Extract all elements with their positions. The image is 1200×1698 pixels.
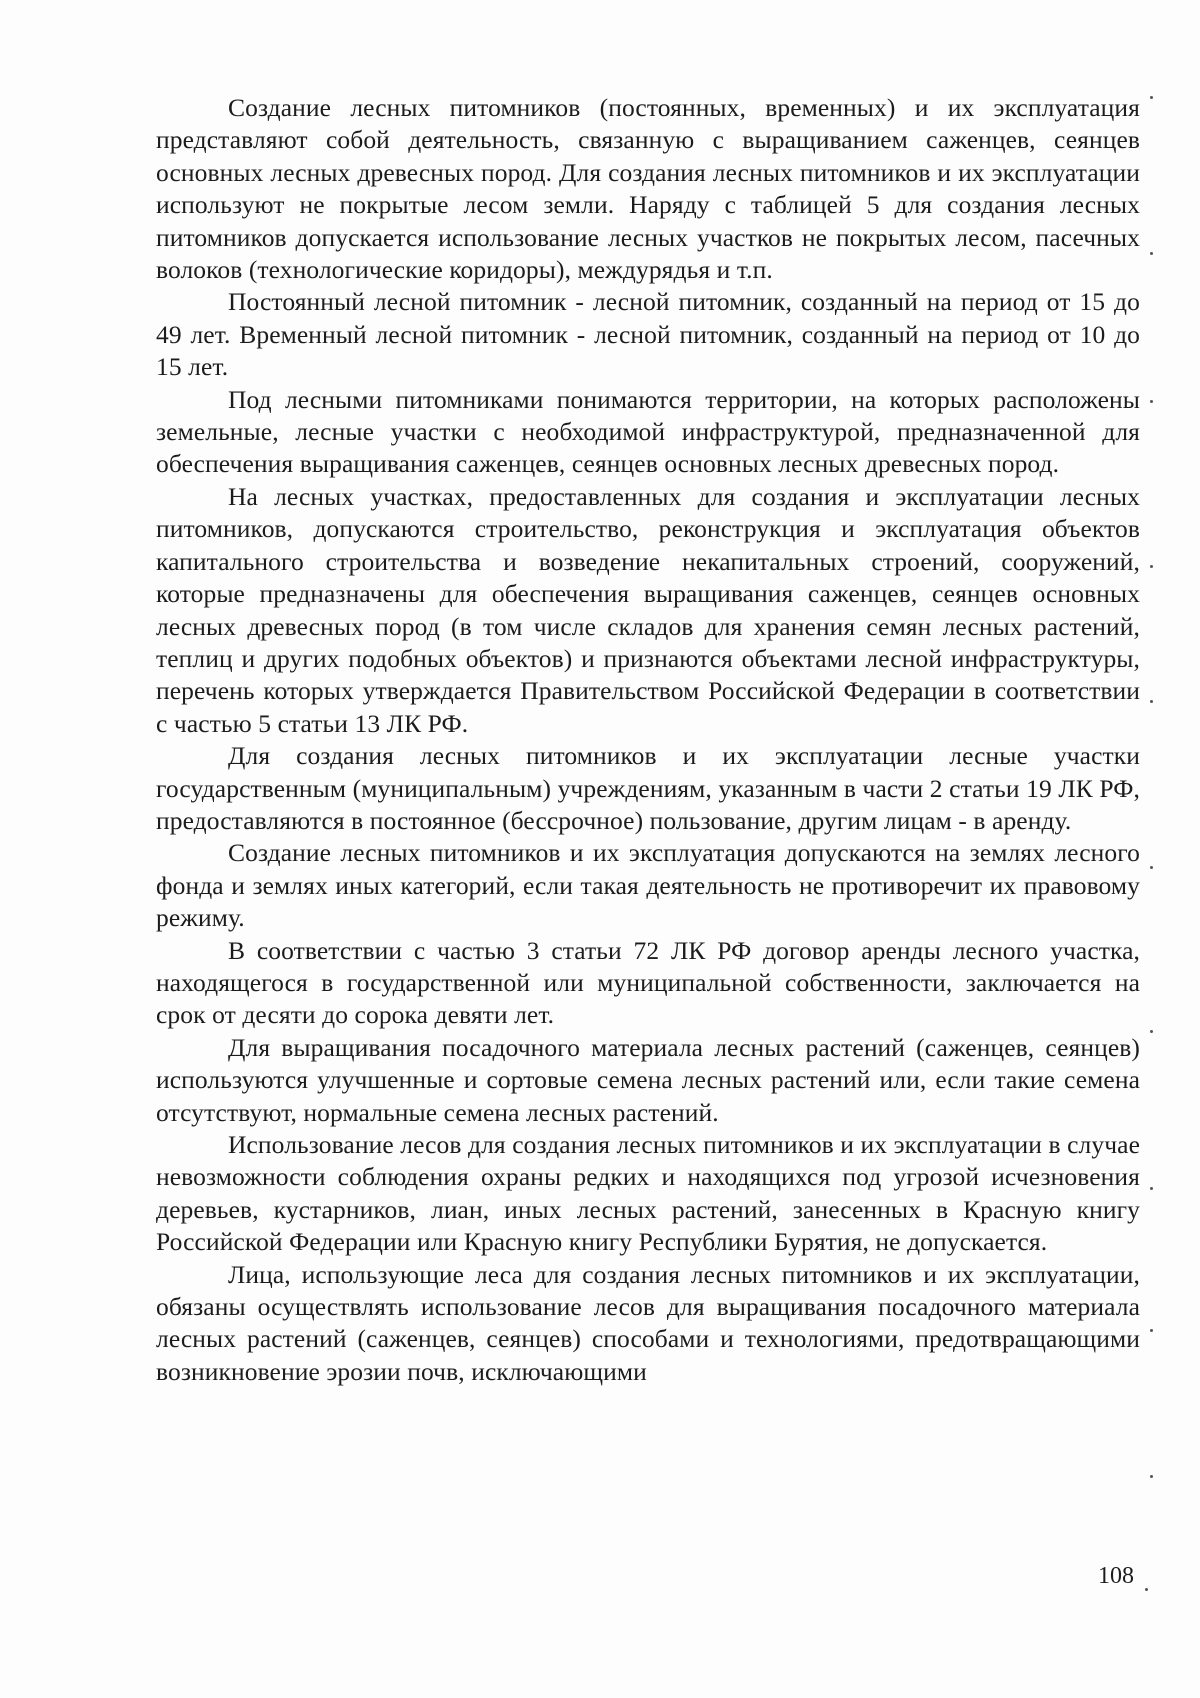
scan-speck: [1150, 1187, 1153, 1190]
paragraph: В соответствии с частью 3 статьи 72 ЛК РФ договор аренды лесного участка, находящегося в государственной или муниципальной собственности, заключается на срок от десяти до сорока девяти лет.: [156, 935, 1140, 1030]
scan-speck: [1150, 866, 1153, 869]
scan-speck: [1150, 400, 1153, 403]
paragraph: Использование лесов для создания лесных питомников и их эксплуатации в случае невозможности соблюдения охраны редких и находящихся под угрозой исчезновения деревьев, кустарников, лиан, иных лесных растений, занесенных в Красную книгу Российской Федерации или Красную книгу Республики Бурятия, не допускается.: [156, 1130, 1140, 1257]
scan-speck: [1150, 1030, 1153, 1033]
paragraph: Создание лесных питомников и их эксплуатация допускаются на землях лесного фонда и землях иных категорий, если такая деятельность не противоречит их правовому режиму.: [156, 838, 1140, 933]
paragraph: Под лесными питомниками понимаются территории, на которых расположены земельные, лесные участки с необходимой инфраструктурой, предназначенной для обеспечения выращивания саженцев, сеянцев основных лесных древесных пород.: [156, 384, 1140, 479]
paragraph: На лесных участках, предоставленных для создания и эксплуатации лесных питомников, допускаются строительство, реконструкция и эксплуатация объектов капитального строительства и возведение некапитальных строений, сооружений, которые предназначены для обеспечения выращивания саженцев, сеянцев основных лесных древесных пород (в том числе складов для хранения семян лесных растений, теплиц и других подобных объектов) и признаются объектами лесной инфраструктуры, перечень которых утверждается Правительством Российской Федерации в соответствии с частью 5 статьи 13 ЛК РФ.: [156, 481, 1140, 738]
paragraph: Создание лесных питомников (постоянных, временных) и их эксплуатация представляют собой деятельность, связанную с выращиванием саженцев, сеянцев основных лесных древесных пород. Для создания лесных питомников и их эксплуатации используют не покрытые лесом земли. Наряду с таблицей 5 для создания лесных питомников допускается использование лесных участков не покрытых лесом, пасечных волоков (технологические коридоры), междурядья и т.п.: [156, 93, 1140, 285]
scan-speck: [1150, 700, 1153, 703]
scan-speck: [1150, 252, 1153, 255]
body-text: [156, 92, 1140, 1388]
scan-speck: [1150, 565, 1153, 568]
scan-speck: [1145, 1588, 1148, 1591]
page-number: 108: [1098, 1563, 1134, 1589]
scan-speck: [1150, 1329, 1153, 1332]
paragraph: Лица, использующие леса для создания лесных питомников и их эксплуатации, обязаны осуществлять использование лесов для выращивания посадочного материала лесных растений (саженцев, сеянцев) способами и технологиями, предотвращающими возникновение эрозии почв, исключающими: [156, 1259, 1140, 1386]
scan-speck: [1150, 1475, 1153, 1478]
paragraph: Для выращивания посадочного материала лесных растений (саженцев, сеянцев) используются улучшенные и сортовые семена лесных растений или, если такие семена отсутствуют, нормальные семена лесных растений.: [156, 1032, 1140, 1127]
paragraph: Для создания лесных питомников и их эксплуатации лесные участки государственным (муниципальным) учреждениям, указанным в части 2 статьи 19 ЛК РФ, предоставляются в постоянное (бессрочное) пользование, другим лицам - в аренду.: [156, 741, 1140, 835]
scan-speck: [1150, 96, 1153, 99]
paragraph: Постоянный лесной питомник - лесной питомник, созданный на период от 15 до 49 лет. Временный лесной питомник - лесной питомник, созданный на период от 10 до 15 лет.: [156, 287, 1140, 382]
